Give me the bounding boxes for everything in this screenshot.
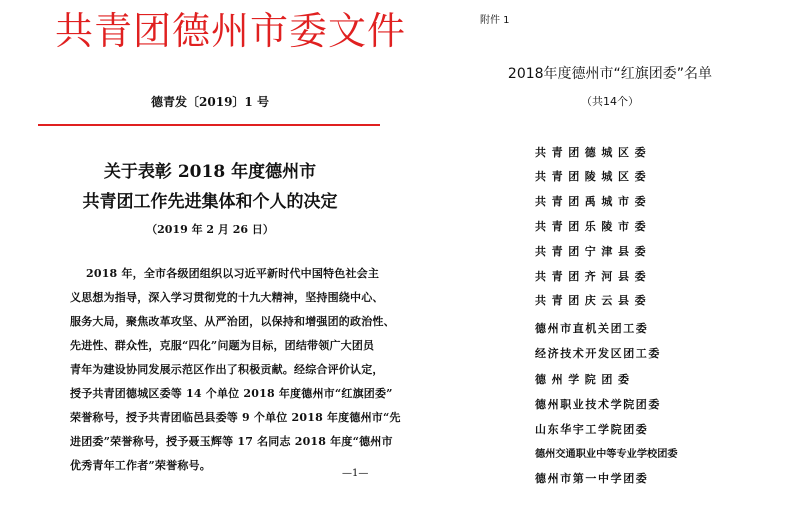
list-title: 2018年度德州市“红旗团委”名单 xyxy=(507,66,713,82)
document-title-line-2: 共青团工作先进集体和个人的决定 xyxy=(82,192,338,212)
list-item: 德州交通职业中等专业学校团委 xyxy=(535,449,678,460)
body-text-line: 授予共青团德城区委等 14 个单位 2018 年度德州市“红旗团委” xyxy=(70,387,393,400)
body-text-line: 服务大局，聚焦改革攻坚、从严治团，以保持和增强团的政治性、 xyxy=(70,315,395,328)
list-item: 山东华宇工学院团委 xyxy=(535,423,649,436)
list-item: 德州职业技术学院团委 xyxy=(535,398,661,411)
page-number: —1— xyxy=(342,468,369,479)
list-item: 共青团宁津县委 xyxy=(535,245,652,258)
list-item: 德州市直机关团工委 xyxy=(535,322,649,335)
body-text-line: 荣誉称号，授予共青团临邑县委等 9 个单位 2018 年度德州市“先 xyxy=(70,411,401,424)
list-item: 共青团德城区委 xyxy=(535,146,652,159)
list-item: 经济技术开发区团工委 xyxy=(535,347,661,360)
body-text-line: 进团委”荣誉称号，授予聂玉辉等 17 名同志 2018 年度“德州市 xyxy=(70,435,393,448)
list-item: 共青团齐河县委 xyxy=(535,270,652,283)
document-title-line-1: 关于表彰 2018 年度德州市 xyxy=(103,162,317,182)
body-text-line: 先进性、群众性，克服“四化”问题为目标，团结带领广大团员 xyxy=(70,339,375,352)
list-count: （共14个） xyxy=(581,95,639,108)
list-item: 德州市第一中学团委 xyxy=(535,472,649,485)
list-item: 共青团禹城市委 xyxy=(535,195,652,208)
list-item: 德州学院团委 xyxy=(535,373,635,386)
body-text-line: 优秀青年工作者”荣誉称号。 xyxy=(70,459,211,472)
list-item: 共青团庆云县委 xyxy=(535,294,652,307)
list-item: 共青团乐陵市委 xyxy=(535,220,652,233)
document-number: 德青发〔2019〕1 号 xyxy=(151,95,269,109)
list-item: 共青团陵城区委 xyxy=(535,170,652,183)
document-page-right xyxy=(420,0,800,520)
body-text-line: 2018 年，全市各级团组织以习近平新时代中国特色社会主 xyxy=(86,267,380,280)
body-text-line: 义思想为指导，深入学习贯彻党的十九大精神，坚持围绕中心、 xyxy=(70,291,384,304)
red-divider-line xyxy=(38,124,380,126)
document-red-header: 共青团德州市委文件 xyxy=(55,9,407,53)
body-text-line: 青年为建设协同发展示范区作出了积极贡献。经综合评价认定， xyxy=(70,363,384,376)
document-date: （2019 年 2 月 26 日） xyxy=(146,223,274,236)
attachment-label: 附件 1 xyxy=(480,15,510,26)
